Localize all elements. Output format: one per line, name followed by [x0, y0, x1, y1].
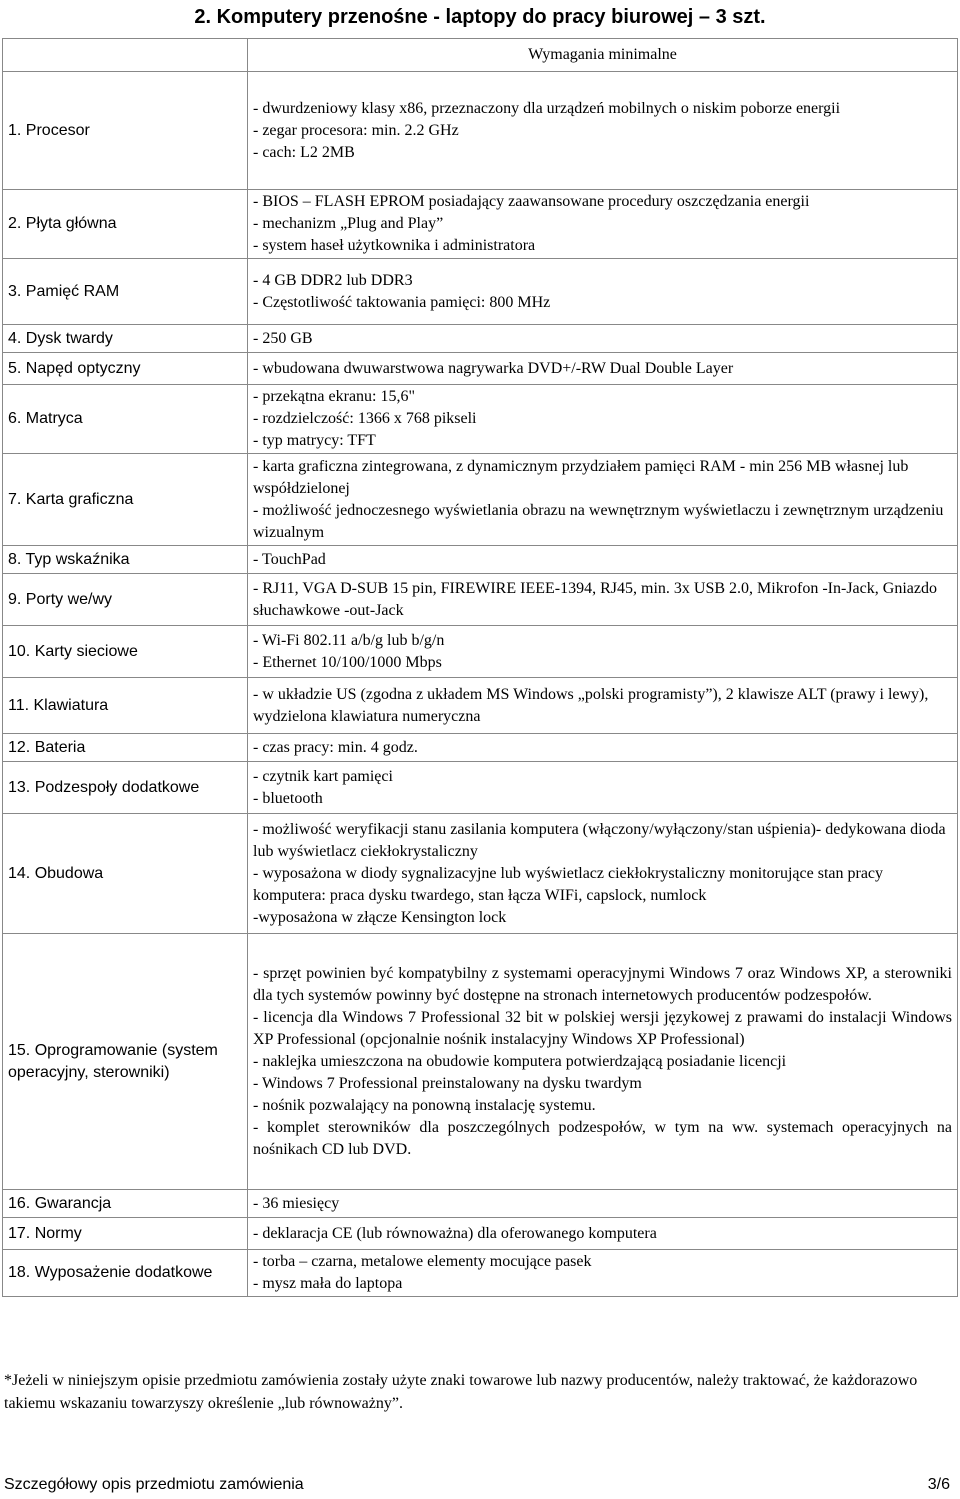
header-requirements: Wymagania minimalne: [248, 39, 958, 72]
spec-label: 4. Dysk twardy: [3, 325, 248, 353]
spec-label: 9. Porty we/wy: [3, 574, 248, 626]
spec-label: 8. Typ wskaźnika: [3, 546, 248, 574]
spec-value: [248, 762, 958, 814]
page-footer: [4, 1476, 954, 1494]
footer-document-title: Szczegółowy opis przedmiotu zamówienia: [4, 1476, 304, 1493]
spec-line: - w układzie US (zgodna z układem MS Windows „polski programisty”), 2 klawisze ALT (prawy i lewy), wydzielona klawiatura numeryczna: [253, 685, 929, 725]
table-row: [3, 325, 958, 353]
spec-line: - TouchPad: [253, 550, 326, 568]
spec-value: [248, 678, 958, 734]
table-row: [3, 190, 958, 259]
spec-label: 3. Pamięć RAM: [3, 259, 248, 325]
spec-value: [248, 546, 958, 574]
spec-line: - deklaracja CE (lub równoważna) dla oferowanego komputera: [253, 1224, 657, 1242]
table-row: [3, 1250, 958, 1297]
spec-line: - mechanizm „Plug and Play”: [253, 215, 444, 232]
table-row: [3, 385, 958, 454]
table-row: [3, 1190, 958, 1218]
spec-line: - naklejka umieszczona na obudowie komputera potwierdzającą posiadanie licencji: [253, 1052, 787, 1070]
spec-line: - licencja dla Windows 7 Professional 32 bit w polskiej wersji językowej z prawami do instalacji Windows XP Professional (opcjonalnie nośnik instalacyjny Windows XP Professional): [253, 1008, 952, 1048]
spec-line: - czas pracy: min. 4 godz.: [253, 738, 418, 756]
spec-value: [248, 385, 958, 454]
spec-label: 5. Napęd optyczny: [3, 353, 248, 385]
spec-value: [248, 454, 958, 546]
spec-value: [248, 734, 958, 762]
spec-line: - możliwość weryfikacji stanu zasilania komputera (włączony/wyłączony/stan uśpienia)- dedykowana dioda lub wyświetlacz ciekłokrystaliczny: [253, 820, 946, 860]
spec-label: 7. Karta graficzna: [3, 454, 248, 546]
spec-table: [2, 38, 958, 1297]
spec-value: [248, 1218, 958, 1250]
spec-line: - Windows 7 Professional preinstalowany na dysku twardym: [253, 1074, 642, 1092]
spec-line: - karta graficzna zintegrowana, z dynamicznym przydziałem pamięci RAM - min 256 MB własnej lub współdzielonej: [253, 457, 909, 497]
spec-line: - rozdzielczość: 1366 x 768 pikseli: [253, 410, 477, 427]
spec-line: - wyposażona w diody sygnalizacyjne lub wyświetlacz ciekłokrystaliczny monitorujące stan pracy komputera: praca dysku twardego, stan łącza WIFi, capslock, numlock: [253, 864, 884, 904]
table-row: [3, 574, 958, 626]
spec-value: [248, 626, 958, 678]
table-row: [3, 934, 958, 1190]
spec-label: 15. Oprogramowanie (system operacyjny, sterowniki): [3, 934, 248, 1190]
spec-label: 12. Bateria: [3, 734, 248, 762]
spec-line: - RJ11, VGA D-SUB 15 pin, FIREWIRE IEEE-1394, RJ45, min. 3x USB 2.0, Mikrofon -In-Jack, Gniazdo słuchawkowe -out-Jack: [253, 579, 937, 619]
spec-label: 6. Matryca: [3, 385, 248, 454]
spec-label: 11. Klawiatura: [3, 678, 248, 734]
spec-value: [248, 574, 958, 626]
table-row: [3, 546, 958, 574]
spec-line: - mysz mała do laptopa: [253, 1275, 403, 1292]
spec-label: 1. Procesor: [3, 72, 248, 190]
spec-line: - 4 GB DDR2 lub DDR3: [253, 271, 413, 289]
spec-line: - torba – czarna, metalowe elementy mocujące pasek: [253, 1253, 592, 1270]
table-row: [3, 1218, 958, 1250]
spec-line: - BIOS – FLASH EPROM posiadający zaawansowane procedury oszczędzania energii: [253, 193, 810, 210]
spec-label: 2. Płyta główna: [3, 190, 248, 259]
spec-value: [248, 72, 958, 190]
spec-label: 10. Karty sieciowe: [3, 626, 248, 678]
spec-line: - Częstotliwość taktowania pamięci: 800 MHz: [253, 293, 551, 311]
spec-value: [248, 934, 958, 1190]
spec-line: - sprzęt powinien być kompatybilny z systemami operacyjnymi Windows 7 oraz Windows XP, a sterowniki dla tych systemów powinny być dostępne na stronach internetowych producentów podzespołów.: [253, 964, 952, 1004]
table-row: [3, 626, 958, 678]
spec-line: - możliwość jednoczesnego wyświetlania obrazu na wewnętrznym wyświetlaczu i zewnętrznym urządzeniu wizualnym: [253, 501, 944, 541]
table-row: [3, 678, 958, 734]
table-row: [3, 814, 958, 934]
table-row: [3, 454, 958, 546]
spec-line: - czytnik kart pamięci: [253, 767, 393, 785]
spec-label: 13. Podzespoły dodatkowe: [3, 762, 248, 814]
table-row: [3, 734, 958, 762]
spec-line: - bluetooth: [253, 789, 323, 807]
spec-line: - Wi-Fi 802.11 a/b/g lub b/g/n: [253, 631, 445, 649]
table-row: [3, 72, 958, 190]
table-row: [3, 259, 958, 325]
spec-value: [248, 353, 958, 385]
spec-line: - zegar procesora: min. 2.2 GHz: [253, 121, 459, 139]
spec-value: [248, 814, 958, 934]
spec-label: 16. Gwarancja: [3, 1190, 248, 1218]
page-number: 3/6: [927, 1476, 950, 1493]
spec-line: - przekątna ekranu: 15,6": [253, 388, 416, 405]
spec-line: - Ethernet 10/100/1000 Mbps: [253, 653, 442, 671]
spec-line: - cach: L2 2MB: [253, 143, 355, 161]
spec-value: [248, 325, 958, 353]
spec-label: 14. Obudowa: [3, 814, 248, 934]
spec-line: -wyposażona w złącze Kensington lock: [253, 908, 507, 926]
spec-line: - 250 GB: [253, 329, 313, 347]
table-row: [3, 353, 958, 385]
spec-line: - wbudowana dwuwarstwowa nagrywarka DVD+/-RW Dual Double Layer: [253, 359, 734, 377]
spec-table-body: [3, 72, 958, 1297]
page-title: 2. Komputery przenośne - laptopy do pracy biurowej – 3 szt.: [194, 6, 766, 28]
footnote: *Jeżeli w niniejszym opisie przedmiotu zamówienia zostały użyte znaki towarowe lub nazwy producentów, należy traktować, że każdorazowo takiemu wskazaniu towarzyszy określenie „lub równoważny”.: [4, 1372, 918, 1412]
spec-label: 18. Wyposażenie dodatkowe: [3, 1250, 248, 1297]
spec-line: - typ matrycy: TFT: [253, 432, 376, 449]
spec-label: 17. Normy: [3, 1218, 248, 1250]
table-row: [3, 762, 958, 814]
spec-line: - system haseł użytkownika i administratora: [253, 237, 536, 254]
spec-line: - komplet sterowników dla poszczególnych podzespołów, w tym na ww. systemach operacyjnych na nośnikach CD lub DVD.: [253, 1118, 952, 1158]
spec-value: [248, 259, 958, 325]
spec-line: - nośnik pozwalający na ponowną instalację systemu.: [253, 1096, 596, 1114]
header-label-cell: [3, 39, 248, 72]
spec-value: [248, 1250, 958, 1297]
spec-line: - 36 miesięcy: [253, 1194, 340, 1212]
spec-line: - dwurdzeniowy klasy x86, przeznaczony dla urządzeń mobilnych o niskim poborze energii: [253, 99, 841, 117]
spec-value: [248, 190, 958, 259]
table-header-row: [3, 39, 958, 72]
spec-value: [248, 1190, 958, 1218]
